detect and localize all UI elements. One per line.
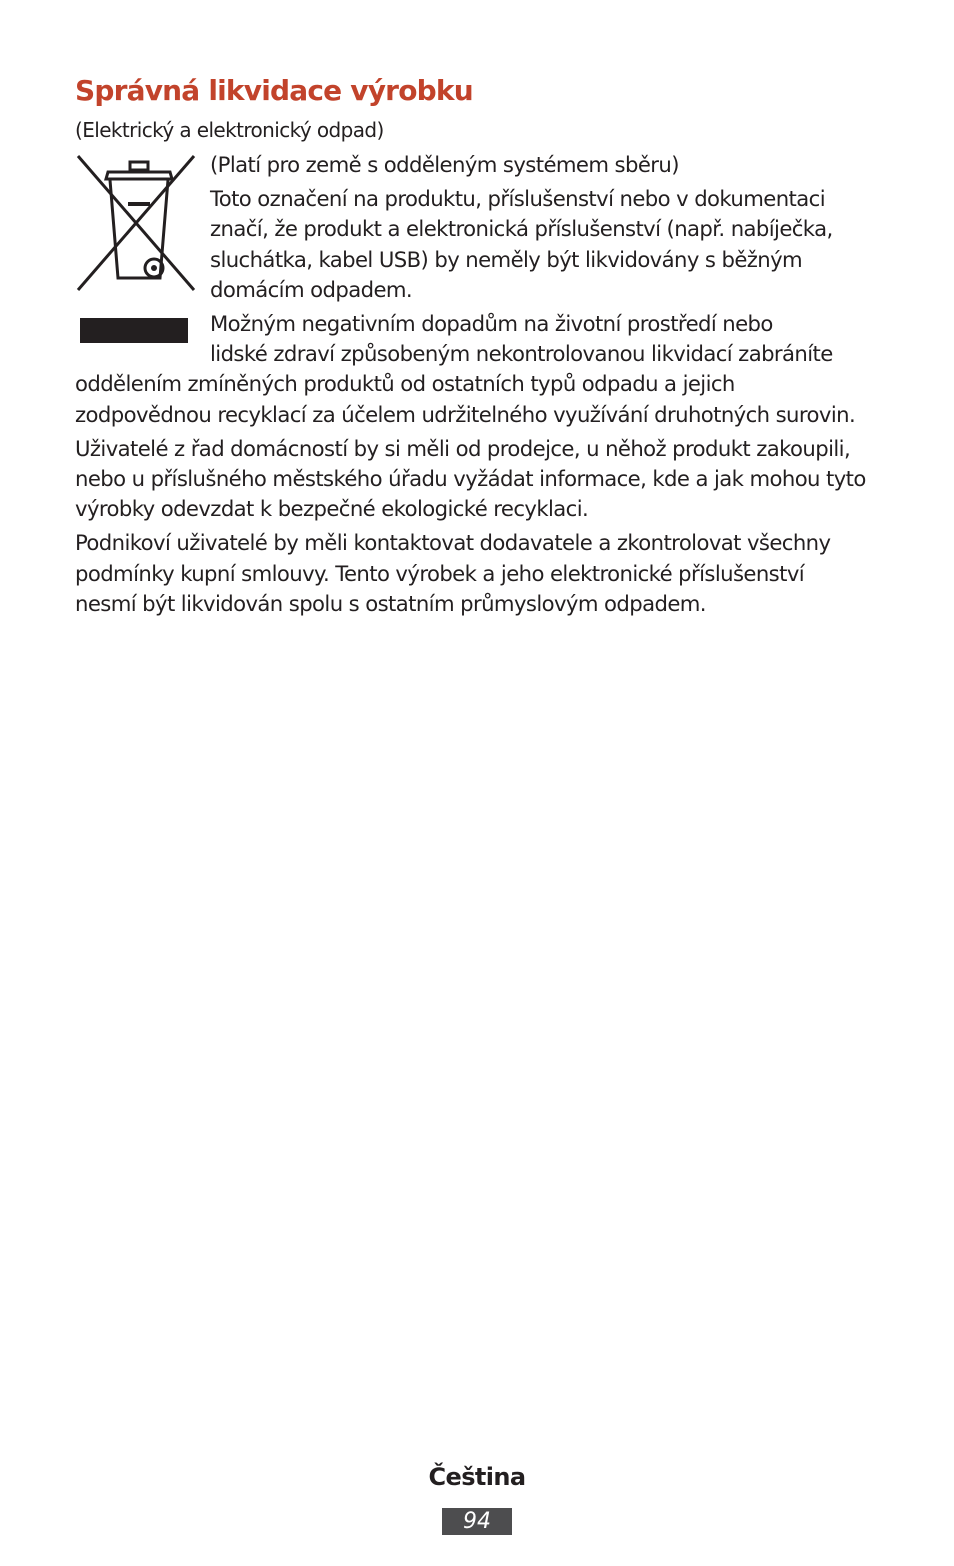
text-line: výrobky odevzdat k bezpečné ekologické recyklaci. bbox=[75, 496, 589, 522]
text-line: nebo u příslušného městského úřadu vyžádat informace, kde a jak mohou tyto bbox=[75, 466, 866, 492]
text-line: domácím odpadem. bbox=[210, 276, 413, 302]
section-title: Správná likvidace výrobku bbox=[75, 74, 473, 107]
text-line: lidské zdraví způsobeným nekontrolovanou likvidací zabráníte bbox=[210, 341, 833, 367]
text-line: Možným negativním dopadům na životní prostředí nebo bbox=[210, 311, 773, 337]
disposal-text bbox=[75, 150, 875, 619]
text-line: sluchátka, kabel USB) by neměly být likvidovány s běžným bbox=[210, 246, 803, 272]
footer-language: Čeština bbox=[428, 1463, 526, 1491]
text-line: Podnikoví uživatelé by měli kontaktovat dodavatele a zkontrolovat všechny bbox=[75, 530, 831, 556]
page-number: 94 bbox=[442, 1508, 512, 1535]
section-subtitle: (Elektrický a elektronický odpad) bbox=[75, 118, 384, 142]
text-line: Toto označení na produktu, příslušenství nebo v dokumentaci bbox=[210, 186, 825, 212]
text-line: nesmí být likvidován spolu s ostatním průmyslovým odpadem. bbox=[75, 590, 706, 616]
text-line: zodpovědnou recyklací za účelem udržitelného využívání druhotných surovin. bbox=[75, 401, 856, 427]
text-line: značí, že produkt a elektronická příslušenství (např. nabíječka, bbox=[210, 216, 833, 242]
text-line: Uživatelé z řad domácností by si měli od prodejce, u něhož produkt zakoupili, bbox=[75, 435, 851, 461]
text-line: (Platí pro země s odděleným systémem sběru) bbox=[210, 152, 679, 177]
text-line: oddělením zmíněných produktů od ostatních typů odpadu a jejich bbox=[75, 371, 735, 397]
text-line: podmínky kupní smlouvy. Tento výrobek a jeho elektronické příslušenství bbox=[75, 560, 805, 586]
